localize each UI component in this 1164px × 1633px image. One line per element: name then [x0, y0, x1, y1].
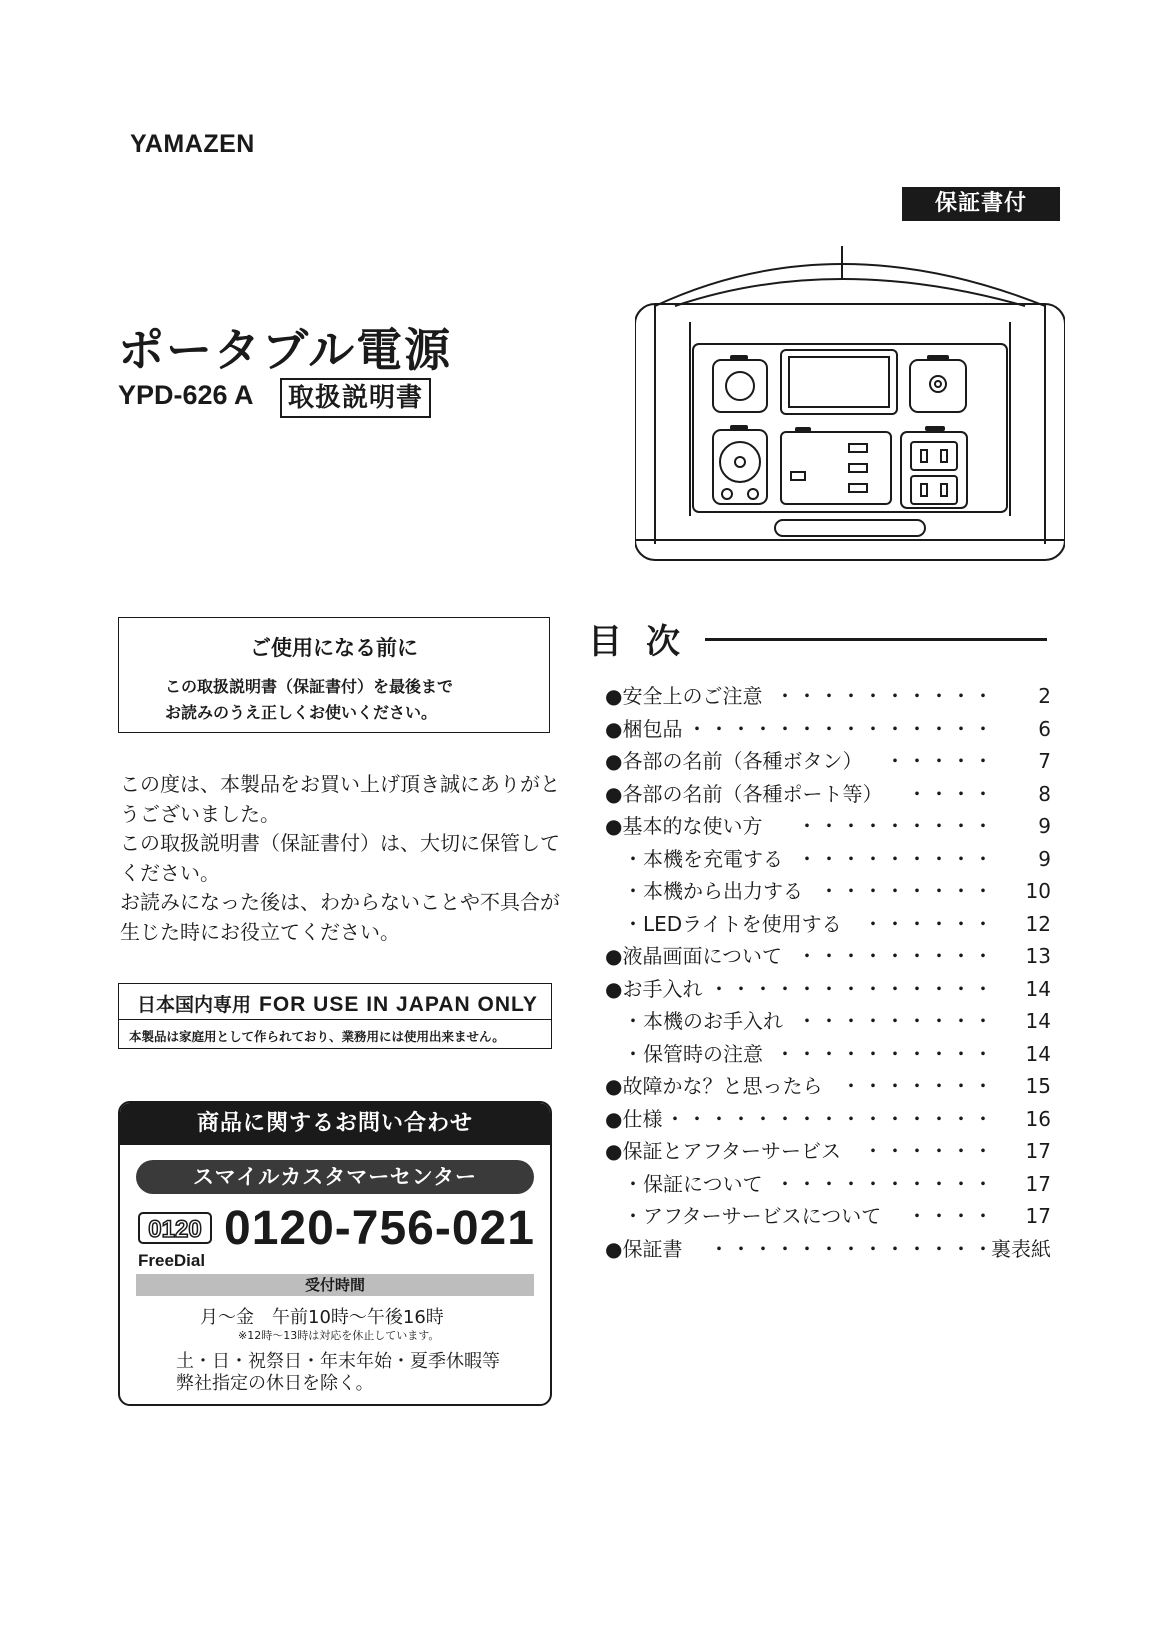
toc-item[interactable] [605, 810, 1051, 843]
toc-item-title: ・保管時の注意 [623, 1041, 763, 1066]
toc-item-title: ・保証について [623, 1171, 763, 1196]
toc-item[interactable] [605, 973, 1051, 1006]
toc-item[interactable] [605, 1200, 1051, 1233]
toc-item-title: ・本機から出力する [623, 879, 803, 903]
freedial-logo-number: 0120 [148, 1216, 202, 1243]
toc-item[interactable] [605, 940, 1051, 973]
toc-item-title: ●仕様 [605, 1106, 663, 1131]
notice-line: この取扱説明書（保証書付）を最後まで [165, 677, 454, 696]
toc-item[interactable] [605, 680, 1051, 713]
intro-line: うございました。 [120, 801, 280, 826]
toc-item-leader: ・・・・・・・・・ [797, 846, 995, 871]
toc-heading: 目次 [588, 622, 704, 662]
toc-item-leader: ・・・・・・・・・・・・・・ [687, 716, 995, 741]
toc-item-page: 13 [1025, 944, 1051, 968]
toc-item[interactable] [605, 843, 1051, 876]
toc-item-leader: ・・・・・・・・・ [797, 814, 995, 838]
japan-only-jp-label: 日本国内専用 [137, 994, 252, 1016]
toc-item-page: 14 [1025, 1009, 1051, 1033]
toc-item-leader: ・・・・・・ [863, 1139, 995, 1163]
intro-line: 生じた時にお役立てください。 [120, 919, 400, 944]
toc-item[interactable] [605, 1103, 1051, 1136]
japan-only-note: 本製品は家庭用として作られており、業務用には使用出来ません。 [129, 1029, 505, 1044]
brand-logo: YAMAZEN [130, 130, 255, 158]
toc-item[interactable] [605, 1070, 1051, 1103]
model-number: YPD-626 A [118, 380, 254, 410]
toc-item-page: 7 [1038, 749, 1051, 773]
toc-list [605, 680, 1051, 1265]
toc-item[interactable] [605, 778, 1051, 811]
intro-line: ください。 [120, 860, 220, 885]
toc-item[interactable] [605, 1168, 1051, 1201]
hours-note: ※12時～13時は対応を休止しています。 [238, 1329, 440, 1342]
japan-only-heading [137, 990, 538, 1017]
customer-center-name: スマイルカスタマーセンター [136, 1160, 534, 1194]
toc-item-page: 6 [1038, 716, 1051, 741]
toc-item-title: ●お手入れ [605, 976, 703, 1001]
toc-item-title: ●保証とアフターサービス [605, 1139, 842, 1163]
toc-item-title: ・アフターサービスについて [623, 1204, 882, 1228]
toc-item-leader: ・・・・・・・・・ [797, 1009, 995, 1033]
divider [119, 1019, 551, 1020]
toc-item-title: ●故障かな？と思ったら [605, 1074, 823, 1098]
toc-item[interactable] [605, 1135, 1051, 1168]
toc-item-title: ●安全上のご注意 [605, 684, 763, 708]
toc-item-leader: ・・・・・・・・・・ [775, 1171, 995, 1196]
phone-number: 0120-756-021 [224, 1202, 535, 1255]
product-title: ポータブル電源 [118, 323, 453, 377]
toc-item-title: ●梱包品 [605, 716, 683, 741]
toc-item-page: 8 [1038, 781, 1051, 806]
toc-item-leader: ・・・・・・・・・・・・・・・ [665, 1106, 995, 1131]
contact-box [118, 1101, 552, 1406]
toc-item-leader: ・・・・・・・・・・ [775, 684, 995, 708]
toc-item-leader: ・・・・・・ [863, 911, 995, 936]
contact-header: 商品に関するお問い合わせ [120, 1103, 550, 1145]
toc-item-leader: ・・・・ [907, 781, 995, 806]
toc-item-title: ●基本的な使い方 [605, 814, 763, 838]
toc-item-title: ・本機を充電する [623, 846, 783, 871]
manual-label: 取扱説明書 [280, 378, 431, 418]
toc-item-title: ・本機のお手入れ [623, 1009, 783, 1033]
toc-item-page: 9 [1038, 846, 1051, 871]
toc-item[interactable] [605, 713, 1051, 746]
toc-item-page: 14 [1025, 976, 1051, 1001]
toc-item-page: 16 [1025, 1106, 1051, 1131]
toc-item[interactable] [605, 745, 1051, 778]
hours-label: 受付時間 [136, 1274, 534, 1296]
toc-item-leader: ・・・・・・・・・ [797, 944, 995, 968]
toc-item-page: 12 [1025, 911, 1051, 936]
toc-item-title: ●各部の名前（各種ボタン） [605, 749, 863, 773]
japan-only-en-label: FOR USE IN JAPAN ONLY [259, 993, 538, 1016]
holidays-line: 弊社指定の休日を除く。 [176, 1373, 374, 1394]
toc-item[interactable] [605, 1038, 1051, 1071]
toc-heading-rule [705, 638, 1047, 641]
toc-item-page: 17 [1025, 1204, 1051, 1228]
toc-item-title: ●各部の名前（各種ポート等） [605, 781, 883, 806]
toc-item-leader: ・・・・・・・・・・ [775, 1041, 995, 1066]
toc-item-page: 15 [1025, 1074, 1051, 1098]
intro-text [120, 770, 560, 948]
holidays-line: 土・日・祝祭日・年末年始・夏季休暇等 [176, 1351, 500, 1372]
pre-use-notice [118, 617, 550, 733]
toc-item-page: 14 [1025, 1041, 1051, 1066]
toc-item-page: 裏表紙 [991, 1236, 1051, 1261]
toc-item-page: 17 [1025, 1171, 1051, 1196]
freedial-icon [138, 1212, 212, 1270]
warranty-badge: 保証書付 [902, 187, 1060, 221]
toc-item[interactable] [605, 908, 1051, 941]
freedial-logo-text: FreeDial [138, 1251, 206, 1270]
toc-item-page: 17 [1025, 1139, 1051, 1163]
toc-item-leader: ・・・・ [907, 1204, 995, 1228]
toc-item-page: 9 [1038, 814, 1051, 838]
toc-item-page: 2 [1038, 684, 1051, 708]
japan-only-box [118, 983, 552, 1049]
portable-power-station-icon [635, 244, 1065, 574]
toc-item-leader: ・・・・・ [885, 749, 995, 773]
toc-item[interactable] [605, 1233, 1051, 1266]
intro-line: お読みになった後は、わからないことや不具合が [120, 890, 560, 915]
notice-heading: ご使用になる前に [250, 636, 418, 660]
toc-item-leader: ・・・・・・・・・・・・・ [709, 976, 995, 1001]
notice-line: お読みのうえ正しくお使いください。 [165, 703, 438, 722]
toc-item[interactable] [605, 875, 1051, 908]
toc-item-leader: ・・・・・・・・ [819, 879, 995, 903]
toc-item-title: ●保証書 [605, 1236, 683, 1261]
toc-item-title: ・LEDライトを使用する [623, 911, 842, 936]
intro-line: この度は、本製品をお買い上げ頂き誠にありがと [120, 772, 560, 796]
toc-item[interactable] [605, 1005, 1051, 1038]
toc-item-leader: ・・・・・・・・・・・・・ [709, 1236, 995, 1261]
toc-item-title: ●液晶画面について [605, 944, 783, 968]
business-hours: 月～金 午前10時～午後16時 [200, 1307, 444, 1328]
intro-line: この取扱説明書（保証書付）は、大切に保管して [120, 831, 560, 856]
toc-item-page: 10 [1025, 879, 1051, 903]
toc-item-leader: ・・・・・・・ [841, 1074, 995, 1098]
